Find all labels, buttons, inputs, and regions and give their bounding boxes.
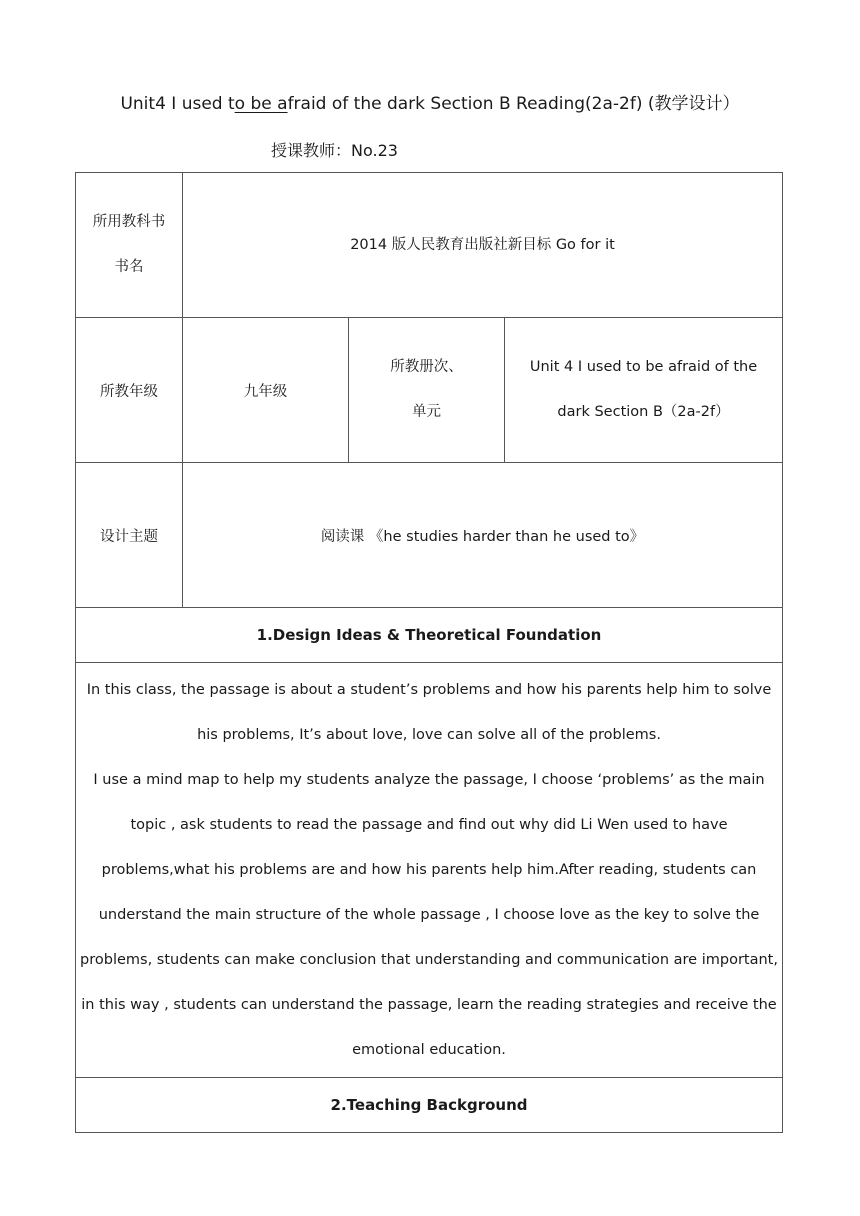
grade-value: 九年级 <box>243 383 288 400</box>
section2-heading-row <box>76 1078 783 1133</box>
textbook-label-line1: 所用教科书 <box>92 214 166 230</box>
section1-heading: 1.Design Ideas & Theoretical Foundation <box>76 608 783 663</box>
grade-row <box>76 318 783 463</box>
document-title <box>0 92 860 116</box>
teacher-line: 授课教师：No.23 <box>271 141 398 160</box>
lesson-info-table <box>75 172 783 1133</box>
title-underlined: o be a <box>234 94 288 114</box>
volume-label-line1: 所教册次、 <box>390 359 463 375</box>
volume-value-line2: dark Section B（2a-2f） <box>557 404 730 420</box>
textbook-label-cell <box>76 173 183 318</box>
paragraph2-line7: emotional education. <box>352 1041 506 1058</box>
volume-value-cell <box>505 318 783 463</box>
volume-value-line1: Unit 4 I used to be afraid of the <box>529 359 758 375</box>
textbook-value: 2014 版人民教育出版社新目标 Go for it <box>350 237 615 253</box>
paragraph1-line1: In this class, the passage is about a student’s problems and how his parents help him to solve <box>86 681 772 698</box>
section1-heading-row <box>76 608 783 663</box>
paragraph2-line2: topic , ask students to read the passage and find out why did Li Wen used to have <box>130 816 728 833</box>
grade-value-cell <box>183 318 349 463</box>
section1-body <box>76 663 783 1078</box>
volume-label-cell <box>349 318 505 463</box>
section2-heading: 2.Teaching Background <box>76 1078 783 1133</box>
theme-label: 设计主题 <box>100 528 158 545</box>
paragraph2-line4: understand the main structure of the whole passage , I choose love as the key to solve the <box>98 906 760 923</box>
title-part-1: Unit4 I used t <box>120 94 235 114</box>
textbook-row <box>76 173 783 318</box>
textbook-label-line2: 书名 <box>114 259 144 275</box>
volume-label-line2: 单元 <box>412 404 441 420</box>
paragraph2-line1: I use a mind map to help my students analyze the passage, I choose ‘problems’ as the main <box>93 771 765 788</box>
theme-value: 阅读课 《he studies harder than he used to》 <box>320 528 645 545</box>
theme-row <box>76 463 783 608</box>
grade-label-cell <box>76 318 183 463</box>
textbook-value-cell <box>183 173 783 318</box>
section1-body-row <box>76 663 783 1078</box>
paragraph1-line2: his problems, It’s about love, love can solve all of the problems. <box>197 726 661 743</box>
theme-label-cell <box>76 463 183 608</box>
theme-value-cell <box>183 463 783 608</box>
title-part-2: fraid of the dark Section B Reading(2a-2f) (教学设计） <box>287 94 740 114</box>
paragraph2-line6: in this way , students can understand the passage, learn the reading strategies and receive the <box>81 996 777 1013</box>
paragraph2-line5: problems, students can make conclusion that understanding and communication are important, <box>80 951 778 968</box>
paragraph2-line3: problems,what his problems are and how his parents help him.After reading, students can <box>101 861 757 878</box>
grade-label: 所教年级 <box>100 383 158 400</box>
